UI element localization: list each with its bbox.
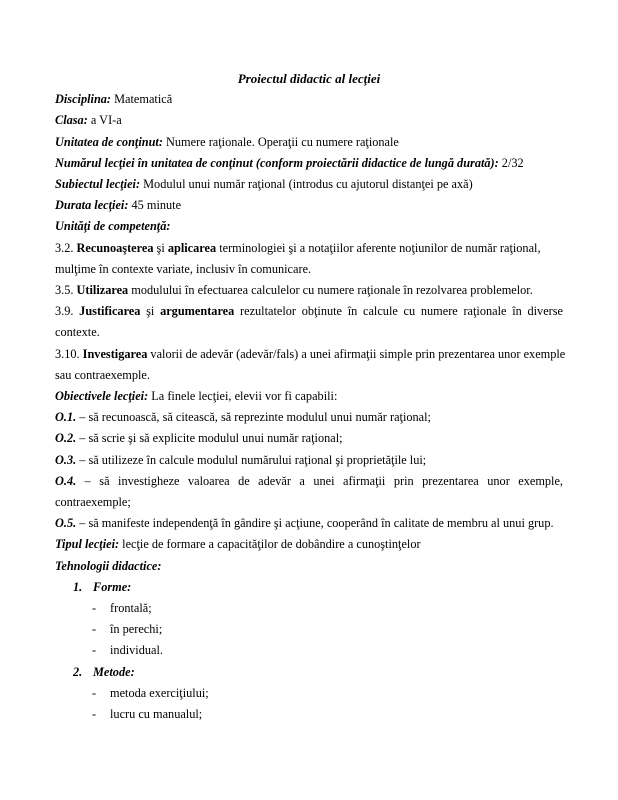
text-run: Metode: xyxy=(93,664,135,679)
text-run: Numărul lecţiei în unitatea de conţinut (conform proiectării didactice de lungă durată): xyxy=(55,155,502,170)
text-run: Justificarea xyxy=(79,304,141,319)
heading-tehnologii-didactice xyxy=(55,556,563,577)
forme-item-in-perechi xyxy=(55,619,563,640)
text-run: 3.9. xyxy=(55,304,80,319)
text-run: terminologiei şi a notaţiilor aferente noţiunilor de număr raţional, xyxy=(216,240,541,255)
objective-o5 xyxy=(55,513,563,534)
text-run: La finele lecţiei, elevii vor fi capabili: xyxy=(151,389,338,404)
text-run: Tipul lecţiei: xyxy=(55,537,123,552)
text-run: Obiectivele lecţiei: xyxy=(55,389,152,404)
metode-item-metoda-exercitiului xyxy=(55,683,563,704)
text-run: Disciplina: xyxy=(55,92,115,107)
list-marker: - xyxy=(92,601,97,616)
metode-item-lucru-cu-manualul xyxy=(55,704,563,725)
text-run: Clasa: xyxy=(55,113,91,128)
text-run: O.2. xyxy=(55,431,80,446)
text-run: rezultatelor obţinute în calcule cu numere raţionale în diverse xyxy=(234,304,563,319)
competence-3-9 xyxy=(55,301,563,322)
text-run: şi xyxy=(153,240,168,255)
field-clasa xyxy=(55,110,563,131)
text-run: Investigarea xyxy=(82,346,148,361)
competence-3-2 xyxy=(55,238,563,259)
text-run: Modulul unui număr raţional (introdus cu ajutorul distanţei pe axă) xyxy=(143,177,473,192)
text-run: – să manifeste independenţă în gândire şi acţiune, cooperând în calitate de membru al unui grup. xyxy=(79,516,554,531)
field-numarul-lectiei xyxy=(55,153,563,174)
objective-o1 xyxy=(55,407,563,428)
text-run: – să investigheze valoarea de adevăr a unei afirmaţii prin prezentarea unor exemple, xyxy=(84,473,563,488)
field-durata-lectiei xyxy=(55,195,563,216)
text-run: contraexemple; xyxy=(55,495,131,510)
text-run: 3.10. xyxy=(55,346,83,361)
text-run: Recunoaşterea xyxy=(76,240,154,255)
competence-3-5 xyxy=(55,280,563,301)
field-disciplina xyxy=(55,89,563,110)
text-run: Numere raţionale. Operaţii cu numere raţionale xyxy=(166,134,399,149)
text-run: 3.2. xyxy=(55,240,77,255)
text-run: frontală; xyxy=(110,601,152,616)
text-run: Durata lecţiei: xyxy=(55,198,132,213)
text-run: O.4. xyxy=(55,473,85,488)
competence-3-2-continuation xyxy=(55,259,563,280)
text-run: 3.5. xyxy=(55,283,77,298)
text-run: aplicarea xyxy=(167,240,217,255)
list-marker: - xyxy=(92,622,97,637)
list-heading-metode xyxy=(55,662,563,683)
text-run: Unitatea de conţinut: xyxy=(55,134,167,149)
list-marker: - xyxy=(92,685,97,700)
doc-title xyxy=(55,68,563,89)
text-run: modulului în efectuarea calculelor cu numere raţionale în rezolvarea problemelor. xyxy=(128,283,533,298)
text-run: lecţie de formare a capacităţilor de dobândire a cunoştinţelor xyxy=(122,537,421,552)
list-marker: 2. xyxy=(73,664,83,679)
list-heading-forme xyxy=(55,577,563,598)
text-run: în perechi; xyxy=(110,622,163,637)
field-subiectul-lectiei xyxy=(55,174,563,195)
text-run: Tehnologii didactice: xyxy=(55,558,162,573)
field-tipul-lectiei xyxy=(55,534,563,555)
competence-3-10 xyxy=(55,344,566,365)
objective-o3 xyxy=(55,450,563,471)
text-run: lucru cu manualul; xyxy=(110,707,203,722)
text-run: valorii de adevăr (adevăr/fals) a unei afirmaţii simple prin prezentarea unor exemple xyxy=(147,346,566,361)
text-run: sau contraexemple. xyxy=(55,367,150,382)
text-run: a VI-a xyxy=(90,113,122,128)
text-run: O.5. xyxy=(55,516,80,531)
text-run: 45 minute xyxy=(131,198,182,213)
heading-unitati-de-competenta xyxy=(55,216,563,237)
text-run: contexte. xyxy=(55,325,100,340)
forme-item-individual xyxy=(55,640,563,661)
text-run: Matematică xyxy=(114,92,173,107)
text-run: metoda exerciţiului; xyxy=(110,685,209,700)
list-marker: 1. xyxy=(73,579,83,594)
list-marker: - xyxy=(92,707,97,722)
forme-item-frontala xyxy=(55,598,563,619)
text-run: Utilizarea xyxy=(76,283,129,298)
competence-3-9-continuation xyxy=(55,322,563,343)
text-run: individual. xyxy=(110,643,163,658)
text-run: – să scrie şi să explicite modulul unui număr raţional; xyxy=(79,431,343,446)
list-marker: - xyxy=(92,643,97,658)
text-run: – să utilizeze în calcule modulul numărului raţional şi proprietăţile lui; xyxy=(79,452,427,467)
text-run: O.1. xyxy=(55,410,80,425)
objective-o4 xyxy=(55,471,563,492)
text-run: – să recunoască, să citească, să reprezinte modulul unui număr raţional; xyxy=(79,410,431,425)
text-run: mulţime în contexte variate, inclusiv în comunicare. xyxy=(55,261,312,276)
competence-3-10-continuation xyxy=(55,365,563,386)
text-run: Proiectul didactic al lecţiei xyxy=(237,71,381,86)
objective-o4-continuation xyxy=(55,492,563,513)
text-run: O.3. xyxy=(55,452,80,467)
objective-o2 xyxy=(55,428,563,449)
text-run: Subiectul lecţiei: xyxy=(55,177,144,192)
text-run: 2/32 xyxy=(501,155,524,170)
field-unitatea-de-continut xyxy=(55,132,563,153)
text-run: Unităţi de competenţă: xyxy=(55,219,171,234)
text-run: argumentarea xyxy=(160,304,235,319)
text-run: şi xyxy=(140,304,161,319)
text-run: Forme: xyxy=(93,579,132,594)
heading-obiectivele-lectiei xyxy=(55,386,563,407)
